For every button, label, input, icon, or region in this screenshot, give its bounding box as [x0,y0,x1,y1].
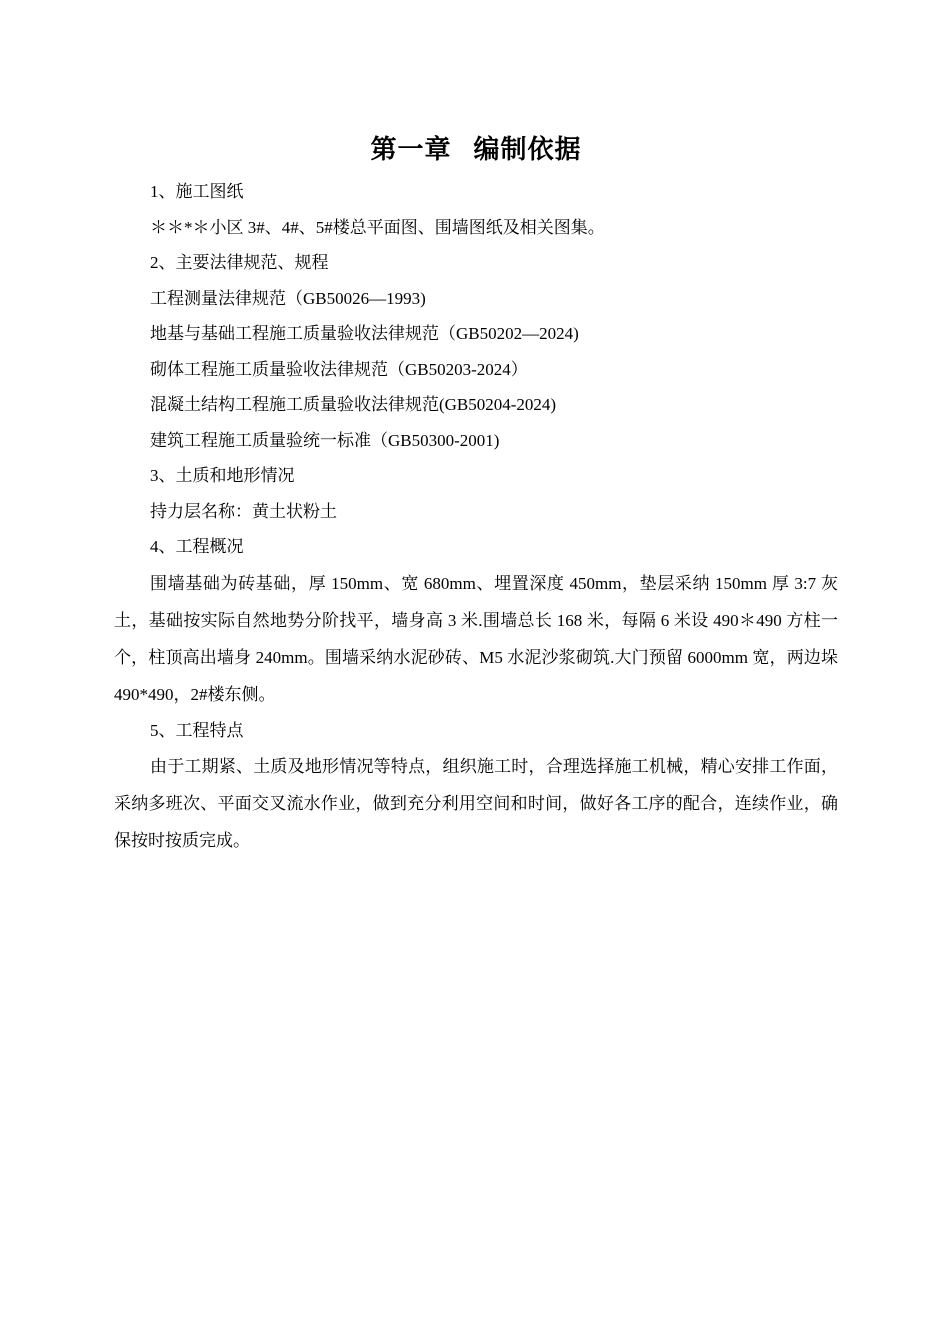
chapter-name: 编制依据 [473,135,582,164]
section-4-paragraph: 围墙基础为砖基础，厚 150mm、宽 680mm、埋置深度 450mm，垫层采纳 150mm 厚 3:7 灰土，基础按实际自然地势分阶找平，墙身高 3 米.围墙总长 168 米，每隔 6 米设 490＊490 方柱一个，柱顶高出墙身 240mm。围墙采纳水泥砂砖、M5 水泥沙浆砌筑.大门预留 6000mm 宽，两边垛 490*490，2#楼东侧。 [114,573,838,704]
section-2-heading: 2、主要法律规范、规程 [150,253,329,272]
standard-item: 建筑工程施工质量验统一标准（GB50300-2001) [150,430,500,450]
section-3-text: 持力层名称：黄土状粉土 [150,501,337,521]
section-1-heading: 1、施工图纸 [150,182,244,201]
section-3-heading: 3、土质和地形情况 [150,466,295,485]
section-5-paragraph: 由于工期紧、土质及地形情况等特点，组织施工时，合理选择施工机械，精心安排工作面，采纳多班次、平面交叉流水作业，做到充分利用空间和时间，做好各工序的配合，连续作业，确保按时按质完成。 [114,757,838,850]
standard-item: 工程测量法律规范（GB50026—1993) [150,288,426,308]
section-1-text: ＊＊*＊小区 3#、4#、5#楼总平面图、围墙图纸及相关图集。 [150,217,605,237]
chapter-title [114,128,838,172]
standard-item: 砌体工程施工质量验收法律规范（GB50203-2024） [150,359,528,379]
standard-item: 地基与基础工程施工质量验收法律规范（GB50202—2024) [150,324,579,343]
chapter-number: 第一章 [370,135,452,164]
section-5-heading: 5、工程特点 [150,720,244,740]
standard-item: 混凝土结构工程施工质量验收法律规范(GB50204-2024) [150,395,557,414]
section-4-heading: 4、工程概况 [150,537,244,556]
